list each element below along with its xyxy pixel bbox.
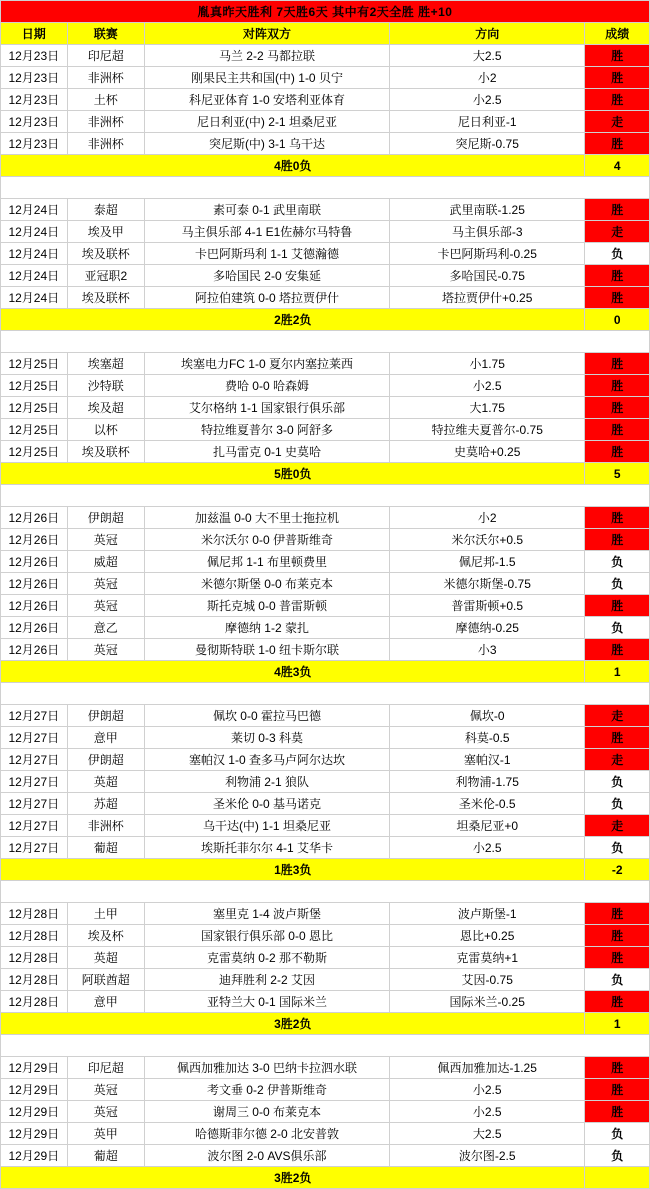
cell-direction: 小3 [389, 639, 585, 661]
cell-match: 特拉维夏普尔 3-0 阿舒多 [144, 419, 389, 441]
cell-direction: 大1.75 [389, 397, 585, 419]
cell-direction: 塔拉贾伊什+0.25 [389, 287, 585, 309]
cell-date: 12月26日 [1, 507, 68, 529]
table-row [1, 67, 650, 89]
cell-result: 走 [585, 111, 650, 133]
summary-row [1, 155, 650, 177]
cell-result: 胜 [585, 133, 650, 155]
cell-date: 12月23日 [1, 133, 68, 155]
cell-league: 以杯 [67, 419, 144, 441]
group-spacer-cell [1, 177, 650, 199]
cell-match: 斯托克城 0-0 普雷斯顿 [144, 595, 389, 617]
cell-match: 米德尔斯堡 0-0 布莱克本 [144, 573, 389, 595]
cell-direction: 大2.5 [389, 1123, 585, 1145]
table-row [1, 45, 650, 67]
cell-direction: 小2.5 [389, 1101, 585, 1123]
summary-number: 1 [585, 661, 650, 683]
cell-match: 埃塞电力FC 1-0 夏尔内塞拉莱西 [144, 353, 389, 375]
cell-result: 胜 [585, 45, 650, 67]
cell-league: 英冠 [67, 1079, 144, 1101]
cell-league: 印尼超 [67, 1057, 144, 1079]
cell-result: 负 [585, 771, 650, 793]
cell-league: 威超 [67, 551, 144, 573]
table-row [1, 1101, 650, 1123]
cell-direction: 国际米兰-0.25 [389, 991, 585, 1013]
cell-league: 亚冠职2 [67, 265, 144, 287]
summary-row [1, 661, 650, 683]
cell-direction: 科莫-0.5 [389, 727, 585, 749]
cell-match: 突尼斯(中) 3-1 乌干达 [144, 133, 389, 155]
cell-league: 埃及联杯 [67, 287, 144, 309]
cell-result: 胜 [585, 441, 650, 463]
cell-date: 12月27日 [1, 727, 68, 749]
cell-direction: 突尼斯-0.75 [389, 133, 585, 155]
cell-match: 多哈国民 2-0 安集延 [144, 265, 389, 287]
group-spacer-cell [1, 881, 650, 903]
cell-league: 非洲杯 [67, 133, 144, 155]
cell-match: 佩西加雅加达 3-0 巴纳卡拉泗水联 [144, 1057, 389, 1079]
cell-date: 12月28日 [1, 991, 68, 1013]
group-spacer [1, 881, 650, 903]
cell-match: 佩尼邦 1-1 布里顿费里 [144, 551, 389, 573]
cell-direction: 波尔图-2.5 [389, 1145, 585, 1167]
cell-direction: 恩比+0.25 [389, 925, 585, 947]
cell-result: 胜 [585, 397, 650, 419]
cell-match: 扎马雷克 0-1 史莫哈 [144, 441, 389, 463]
table-row [1, 595, 650, 617]
cell-date: 12月26日 [1, 617, 68, 639]
table-header-row [1, 23, 650, 45]
cell-match: 谢周三 0-0 布莱克本 [144, 1101, 389, 1123]
cell-result: 胜 [585, 1057, 650, 1079]
cell-direction: 波卢斯堡-1 [389, 903, 585, 925]
cell-match: 艾尔格纳 1-1 国家银行俱乐部 [144, 397, 389, 419]
cell-result: 走 [585, 815, 650, 837]
cell-match: 利物浦 2-1 狼队 [144, 771, 389, 793]
cell-result: 负 [585, 243, 650, 265]
cell-result: 负 [585, 1123, 650, 1145]
cell-league: 英超 [67, 947, 144, 969]
cell-date: 12月27日 [1, 793, 68, 815]
cell-direction: 佩西加雅加达-1.25 [389, 1057, 585, 1079]
cell-direction: 小2.5 [389, 1079, 585, 1101]
cell-match: 考文垂 0-2 伊普斯维奇 [144, 1079, 389, 1101]
cell-league: 埃及联杯 [67, 441, 144, 463]
table-row [1, 243, 650, 265]
cell-direction: 克雷莫纳+1 [389, 947, 585, 969]
cell-league: 意乙 [67, 617, 144, 639]
cell-date: 12月25日 [1, 397, 68, 419]
cell-result: 负 [585, 837, 650, 859]
cell-date: 12月27日 [1, 837, 68, 859]
group-spacer [1, 683, 650, 705]
cell-result: 走 [585, 221, 650, 243]
summary-row [1, 463, 650, 485]
cell-result: 负 [585, 1145, 650, 1167]
table-row [1, 265, 650, 287]
cell-match: 圣米伦 0-0 基马诺克 [144, 793, 389, 815]
cell-direction: 小2.5 [389, 375, 585, 397]
cell-date: 12月23日 [1, 89, 68, 111]
table-row [1, 903, 650, 925]
column-header-league: 联赛 [67, 23, 144, 45]
cell-match: 科尼亚体育 1-0 安塔利亚体育 [144, 89, 389, 111]
table-row [1, 947, 650, 969]
cell-league: 埃及杯 [67, 925, 144, 947]
cell-direction: 武里南联-1.25 [389, 199, 585, 221]
cell-result: 胜 [585, 265, 650, 287]
column-header-date: 日期 [1, 23, 68, 45]
cell-league: 土杯 [67, 89, 144, 111]
cell-result: 胜 [585, 67, 650, 89]
cell-date: 12月29日 [1, 1079, 68, 1101]
cell-result: 胜 [585, 353, 650, 375]
cell-league: 英甲 [67, 1123, 144, 1145]
table-row [1, 551, 650, 573]
table-row [1, 441, 650, 463]
summary-row [1, 1167, 650, 1189]
cell-direction: 普雷斯顿+0.5 [389, 595, 585, 617]
cell-result: 胜 [585, 639, 650, 661]
cell-date: 12月24日 [1, 199, 68, 221]
cell-league: 埃塞超 [67, 353, 144, 375]
cell-match: 加兹温 0-0 大不里士拖拉机 [144, 507, 389, 529]
cell-direction: 小1.75 [389, 353, 585, 375]
cell-direction: 小2 [389, 507, 585, 529]
cell-date: 12月25日 [1, 441, 68, 463]
cell-match: 波尔图 2-0 AVS俱乐部 [144, 1145, 389, 1167]
cell-date: 12月24日 [1, 221, 68, 243]
cell-result: 胜 [585, 375, 650, 397]
cell-result: 胜 [585, 903, 650, 925]
cell-result: 胜 [585, 595, 650, 617]
table-row [1, 969, 650, 991]
cell-direction: 圣米伦-0.5 [389, 793, 585, 815]
cell-date: 12月28日 [1, 903, 68, 925]
group-spacer [1, 177, 650, 199]
cell-direction: 佩尼邦-1.5 [389, 551, 585, 573]
cell-date: 12月23日 [1, 111, 68, 133]
cell-date: 12月27日 [1, 815, 68, 837]
cell-direction: 小2.5 [389, 837, 585, 859]
table-row [1, 529, 650, 551]
cell-match: 费哈 0-0 哈森姆 [144, 375, 389, 397]
table-row [1, 837, 650, 859]
table-row [1, 133, 650, 155]
cell-match: 塞里克 1-4 波卢斯堡 [144, 903, 389, 925]
cell-date: 12月29日 [1, 1101, 68, 1123]
table-row [1, 89, 650, 111]
cell-date: 12月26日 [1, 529, 68, 551]
cell-match: 尼日利亚(中) 2-1 坦桑尼亚 [144, 111, 389, 133]
cell-date: 12月25日 [1, 353, 68, 375]
summary-text: 1胜3负 [1, 859, 585, 881]
cell-match: 摩德纳 1-2 蒙扎 [144, 617, 389, 639]
cell-date: 12月28日 [1, 969, 68, 991]
cell-league: 意甲 [67, 727, 144, 749]
summary-text: 4胜0负 [1, 155, 585, 177]
cell-date: 12月27日 [1, 771, 68, 793]
cell-date: 12月29日 [1, 1145, 68, 1167]
cell-league: 泰超 [67, 199, 144, 221]
table-row [1, 507, 650, 529]
cell-date: 12月28日 [1, 925, 68, 947]
summary-text: 4胜3负 [1, 661, 585, 683]
cell-date: 12月27日 [1, 749, 68, 771]
group-spacer [1, 1035, 650, 1057]
cell-match: 国家银行俱乐部 0-0 恩比 [144, 925, 389, 947]
table-row [1, 221, 650, 243]
cell-date: 12月27日 [1, 705, 68, 727]
cell-league: 非洲杯 [67, 111, 144, 133]
summary-number [585, 1167, 650, 1189]
table-row [1, 639, 650, 661]
cell-league: 伊朗超 [67, 749, 144, 771]
cell-direction: 特拉维夫夏普尔-0.75 [389, 419, 585, 441]
group-spacer [1, 485, 650, 507]
table-row [1, 925, 650, 947]
table-row [1, 705, 650, 727]
cell-match: 曼彻斯特联 1-0 纽卡斯尔联 [144, 639, 389, 661]
cell-match: 埃斯托菲尔尔 4-1 艾华卡 [144, 837, 389, 859]
table-row [1, 397, 650, 419]
cell-league: 印尼超 [67, 45, 144, 67]
summary-row [1, 309, 650, 331]
cell-match: 阿拉伯建筑 0-0 塔拉贾伊什 [144, 287, 389, 309]
cell-date: 12月26日 [1, 573, 68, 595]
summary-number: -2 [585, 859, 650, 881]
table-row [1, 749, 650, 771]
cell-date: 12月26日 [1, 551, 68, 573]
cell-match: 刚果民主共和国(中) 1-0 贝宁 [144, 67, 389, 89]
page-title: 胤真昨天胜利 7天胜6天 其中有2天全胜 胜+10 [1, 1, 650, 23]
cell-result: 走 [585, 705, 650, 727]
cell-date: 12月29日 [1, 1123, 68, 1145]
cell-result: 负 [585, 793, 650, 815]
cell-match: 亚特兰大 0-1 国际米兰 [144, 991, 389, 1013]
cell-result: 胜 [585, 529, 650, 551]
column-header-direction: 方向 [389, 23, 585, 45]
table-row [1, 771, 650, 793]
cell-date: 12月25日 [1, 419, 68, 441]
cell-match: 卡巴阿斯玛利 1-1 艾德瀚德 [144, 243, 389, 265]
cell-league: 伊朗超 [67, 705, 144, 727]
cell-league: 阿联酋超 [67, 969, 144, 991]
cell-date: 12月24日 [1, 243, 68, 265]
cell-direction: 坦桑尼亚+0 [389, 815, 585, 837]
cell-league: 英冠 [67, 529, 144, 551]
summary-row [1, 1013, 650, 1035]
cell-league: 伊朗超 [67, 507, 144, 529]
table-row [1, 727, 650, 749]
cell-result: 胜 [585, 507, 650, 529]
cell-league: 英冠 [67, 639, 144, 661]
table-row [1, 375, 650, 397]
cell-league: 非洲杯 [67, 67, 144, 89]
cell-date: 12月26日 [1, 595, 68, 617]
column-header-match: 对阵双方 [144, 23, 389, 45]
cell-result: 负 [585, 573, 650, 595]
table-row [1, 287, 650, 309]
cell-date: 12月23日 [1, 67, 68, 89]
cell-match: 马主俱乐部 4-1 E1佐赫尔马特鲁 [144, 221, 389, 243]
cell-result: 负 [585, 969, 650, 991]
cell-direction: 尼日利亚-1 [389, 111, 585, 133]
cell-date: 12月23日 [1, 45, 68, 67]
group-spacer-cell [1, 485, 650, 507]
cell-direction: 小2.5 [389, 89, 585, 111]
table-row [1, 1079, 650, 1101]
cell-date: 12月25日 [1, 375, 68, 397]
cell-direction: 塞帕汉-1 [389, 749, 585, 771]
summary-text: 5胜0负 [1, 463, 585, 485]
cell-date: 12月24日 [1, 287, 68, 309]
cell-direction: 米德尔斯堡-0.75 [389, 573, 585, 595]
cell-league: 英冠 [67, 1101, 144, 1123]
cell-result: 胜 [585, 947, 650, 969]
cell-match: 塞帕汉 1-0 查多马卢阿尔达坎 [144, 749, 389, 771]
cell-league: 葡超 [67, 1145, 144, 1167]
cell-direction: 佩坎-0 [389, 705, 585, 727]
cell-result: 胜 [585, 89, 650, 111]
cell-league: 埃及超 [67, 397, 144, 419]
cell-league: 英冠 [67, 573, 144, 595]
cell-result: 胜 [585, 1101, 650, 1123]
cell-date: 12月24日 [1, 265, 68, 287]
summary-row [1, 859, 650, 881]
cell-direction: 小2 [389, 67, 585, 89]
cell-result: 胜 [585, 419, 650, 441]
cell-league: 土甲 [67, 903, 144, 925]
cell-match: 素可泰 0-1 武里南联 [144, 199, 389, 221]
cell-result: 胜 [585, 727, 650, 749]
group-spacer-cell [1, 683, 650, 705]
table-row [1, 991, 650, 1013]
cell-result: 胜 [585, 991, 650, 1013]
cell-date: 12月29日 [1, 1057, 68, 1079]
cell-direction: 史莫哈+0.25 [389, 441, 585, 463]
table-row [1, 1123, 650, 1145]
group-spacer-cell [1, 1035, 650, 1057]
cell-date: 12月26日 [1, 639, 68, 661]
cell-direction: 利物浦-1.75 [389, 771, 585, 793]
cell-match: 马兰 2-2 马都拉联 [144, 45, 389, 67]
cell-match: 莱切 0-3 科莫 [144, 727, 389, 749]
cell-result: 负 [585, 551, 650, 573]
table-row [1, 815, 650, 837]
cell-date: 12月28日 [1, 947, 68, 969]
cell-league: 埃及甲 [67, 221, 144, 243]
cell-direction: 大2.5 [389, 45, 585, 67]
cell-match: 克雷莫纳 0-2 那不勒斯 [144, 947, 389, 969]
cell-league: 苏超 [67, 793, 144, 815]
table-row [1, 573, 650, 595]
cell-league: 葡超 [67, 837, 144, 859]
cell-direction: 艾因-0.75 [389, 969, 585, 991]
cell-league: 英冠 [67, 595, 144, 617]
table-row [1, 199, 650, 221]
cell-direction: 多哈国民-0.75 [389, 265, 585, 287]
cell-result: 胜 [585, 1079, 650, 1101]
cell-result: 胜 [585, 925, 650, 947]
cell-result: 负 [585, 617, 650, 639]
cell-match: 哈德斯菲尔德 2-0 北安普敦 [144, 1123, 389, 1145]
cell-league: 非洲杯 [67, 815, 144, 837]
summary-text: 3胜2负 [1, 1167, 585, 1189]
cell-direction: 摩德纳-0.25 [389, 617, 585, 639]
cell-result: 胜 [585, 287, 650, 309]
cell-league: 意甲 [67, 991, 144, 1013]
cell-match: 佩坎 0-0 霍拉马巴德 [144, 705, 389, 727]
table-row [1, 419, 650, 441]
cell-direction: 卡巴阿斯玛利-0.25 [389, 243, 585, 265]
table-row [1, 111, 650, 133]
summary-text: 2胜2负 [1, 309, 585, 331]
cell-match: 米尔沃尔 0-0 伊普斯维奇 [144, 529, 389, 551]
cell-match: 迪拜胜利 2-2 艾因 [144, 969, 389, 991]
table-row [1, 353, 650, 375]
cell-league: 沙特联 [67, 375, 144, 397]
cell-direction: 米尔沃尔+0.5 [389, 529, 585, 551]
summary-number: 1 [585, 1013, 650, 1035]
group-spacer-cell [1, 331, 650, 353]
group-spacer [1, 331, 650, 353]
cell-result: 胜 [585, 199, 650, 221]
cell-league: 英超 [67, 771, 144, 793]
cell-direction: 马主俱乐部-3 [389, 221, 585, 243]
summary-number: 4 [585, 155, 650, 177]
summary-number: 0 [585, 309, 650, 331]
summary-text: 3胜2负 [1, 1013, 585, 1035]
title-banner [1, 1, 650, 23]
cell-match: 乌干达(中) 1-1 坦桑尼亚 [144, 815, 389, 837]
table-row [1, 617, 650, 639]
summary-number: 5 [585, 463, 650, 485]
table-row [1, 793, 650, 815]
cell-league: 埃及联杯 [67, 243, 144, 265]
cell-result: 走 [585, 749, 650, 771]
table-row [1, 1145, 650, 1167]
column-header-result: 成绩 [585, 23, 650, 45]
